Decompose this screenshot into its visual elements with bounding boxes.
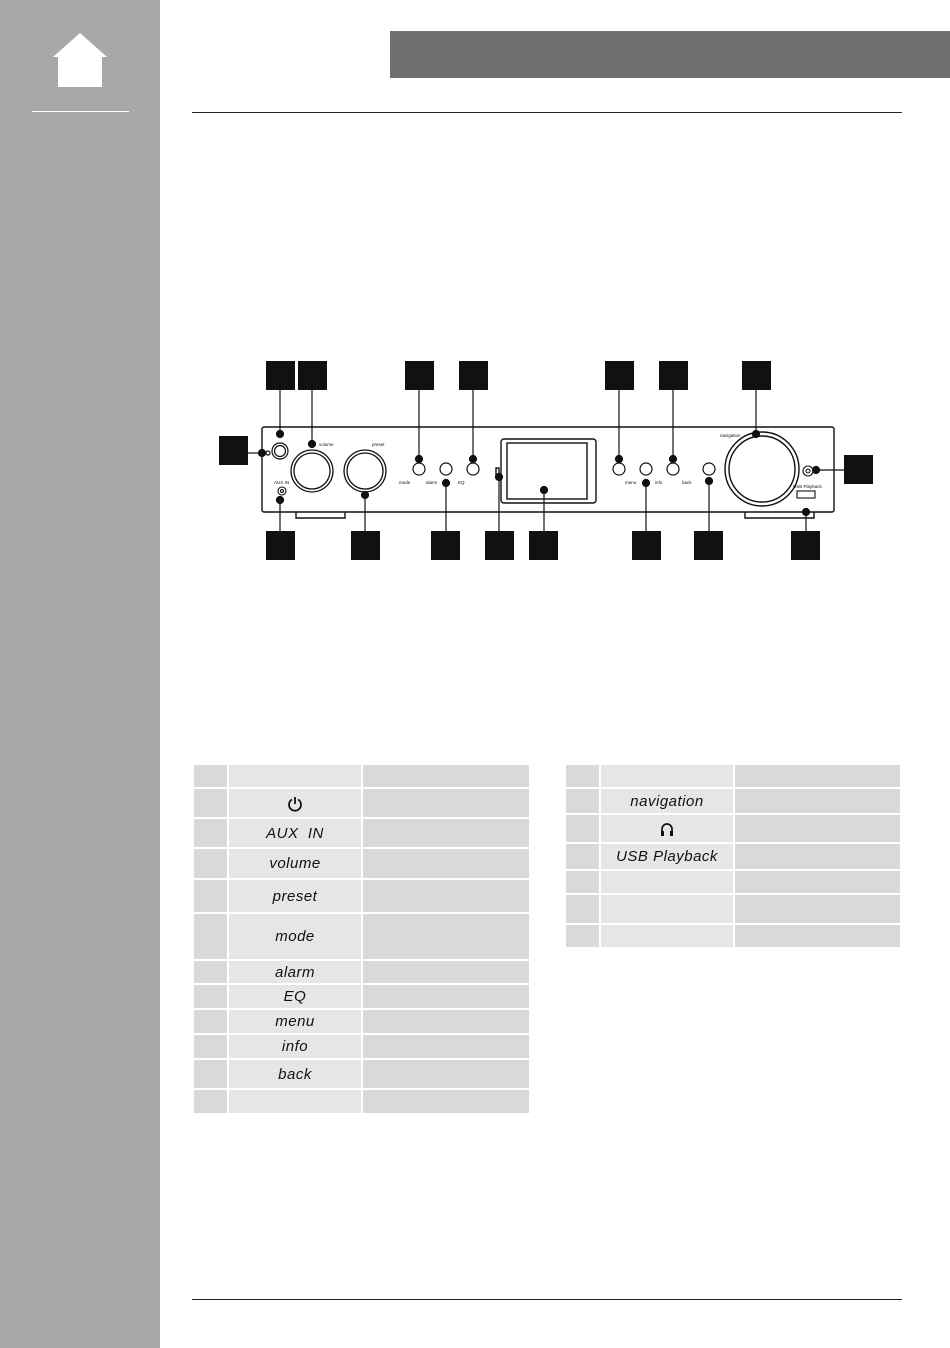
table-row xyxy=(194,880,529,912)
table-row xyxy=(566,871,900,893)
table-row xyxy=(566,844,900,869)
table-row xyxy=(194,1090,529,1113)
table-cell-label: EQ xyxy=(227,985,361,1008)
table-row xyxy=(566,895,900,923)
device-front-panel-diagram xyxy=(0,0,950,600)
controls-table-right xyxy=(566,763,900,949)
power-button xyxy=(266,443,288,459)
navigation-knob xyxy=(725,432,799,506)
table-cell-label: back xyxy=(227,1060,361,1088)
table-cell-label xyxy=(227,789,361,817)
panel-printed-labels xyxy=(274,433,823,489)
table-row xyxy=(194,961,529,983)
table-cell-label: AUX IN xyxy=(227,819,361,847)
table-row xyxy=(194,849,529,878)
table-cell-label: alarm xyxy=(227,961,361,983)
volume-knob xyxy=(291,450,333,492)
table-cell-label xyxy=(599,765,733,787)
table-row xyxy=(194,1035,529,1058)
preset-knob xyxy=(344,450,386,492)
device-body xyxy=(262,427,834,518)
volume-panel-label: volume xyxy=(319,442,334,447)
info-panel-label: info xyxy=(655,480,663,485)
aux-jack xyxy=(278,487,286,495)
table-row xyxy=(194,765,529,787)
table-cell-label xyxy=(599,895,733,923)
back-panel-label: back xyxy=(682,480,692,485)
table-row xyxy=(194,1060,529,1088)
aux-panel-label: AUX IN xyxy=(274,480,290,485)
table-row xyxy=(194,819,529,847)
usb-panel-label: USB Playback xyxy=(793,484,822,489)
mode-panel-label: mode xyxy=(399,480,411,485)
table-row xyxy=(566,925,900,947)
table-row xyxy=(194,914,529,959)
table-cell-label xyxy=(599,925,733,947)
table-cell-label: preset xyxy=(227,880,361,912)
table-cell-label: mode xyxy=(227,914,361,959)
controls-table-left xyxy=(194,763,529,1115)
table-row xyxy=(194,985,529,1008)
alarm-panel-label: alarm xyxy=(426,480,438,485)
table-cell-label: navigation xyxy=(599,789,733,813)
callout-leaders xyxy=(248,389,844,532)
table-cell-label xyxy=(599,871,733,893)
table-row xyxy=(194,789,529,817)
table-cell-label: info xyxy=(227,1035,361,1058)
headphone-jack xyxy=(803,466,813,476)
table-cell-label xyxy=(227,765,361,787)
callout-boxes xyxy=(219,361,873,560)
table-cell-label xyxy=(227,1090,361,1113)
table-row xyxy=(566,789,900,813)
headphones-icon xyxy=(659,821,675,837)
menu-panel-label: menu xyxy=(625,480,637,485)
preset-panel-label: preset xyxy=(372,442,385,447)
table-cell-label: menu xyxy=(227,1010,361,1033)
table-cell-label: USB Playback xyxy=(599,844,733,869)
bottom-rule xyxy=(192,1299,902,1300)
table-row xyxy=(194,1010,529,1033)
table-row xyxy=(566,815,900,842)
table-cell-label xyxy=(599,815,733,842)
eq-panel-label: EQ xyxy=(458,480,465,485)
table-cell-label: volume xyxy=(227,849,361,878)
usb-port xyxy=(797,491,815,498)
small-buttons xyxy=(413,463,715,475)
table-row xyxy=(566,765,900,787)
navigation-panel-label: navigation xyxy=(720,433,741,438)
power-icon xyxy=(287,796,303,812)
